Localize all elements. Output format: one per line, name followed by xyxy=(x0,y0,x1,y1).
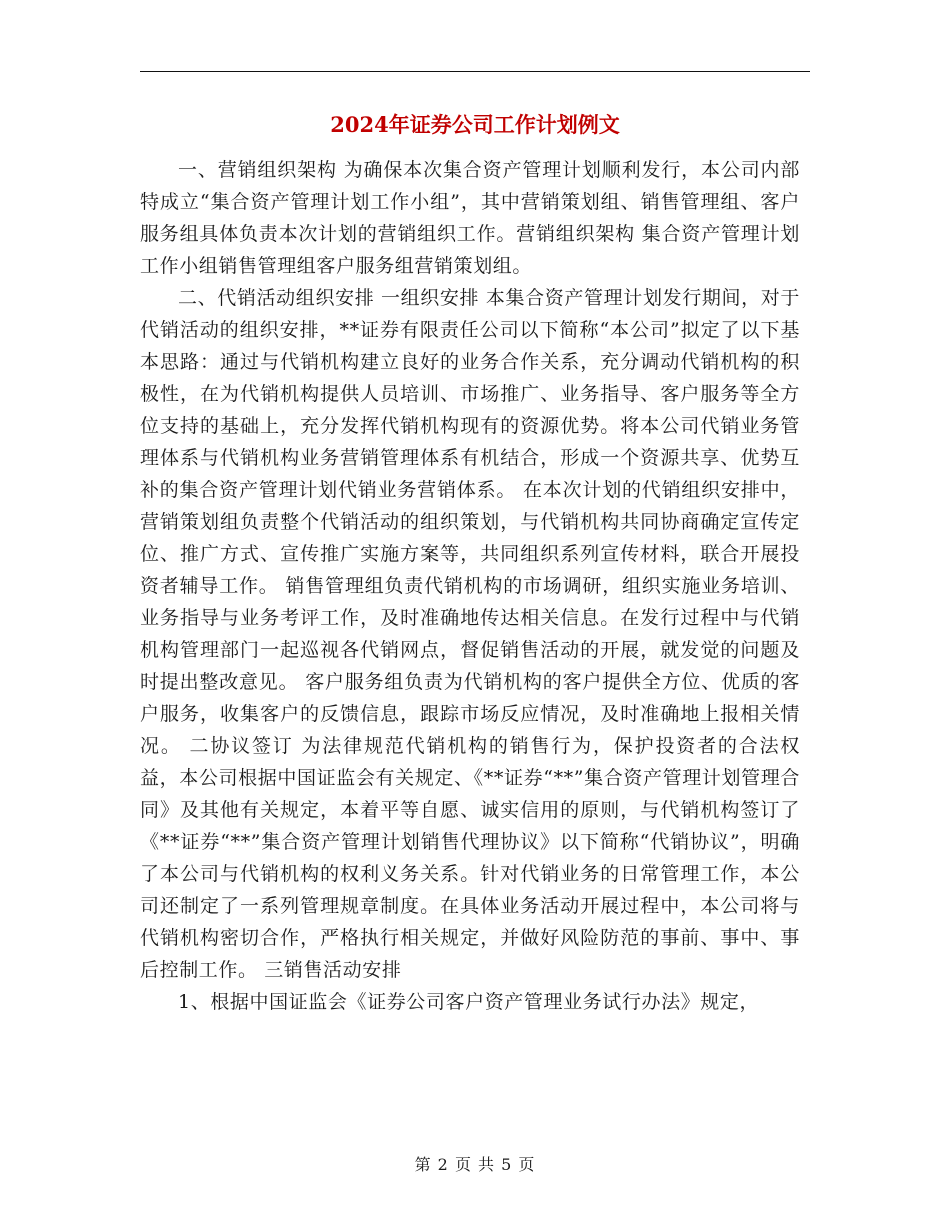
paragraph-marketing-structure: 一、营销组织架构 为确保本次集合资产管理计划顺利发行，本公司内部特成立“集合资产管理计划工作小组”，其中营销策划组、销售管理组、客户服务组具体负责本次计划的营销组织工作。营销组织架构 集合资产管理计划工作小组销售管理组客户服务组营销策划组。 xyxy=(140,159,800,277)
header-rule xyxy=(140,71,810,72)
paragraph-regulation-clause: 1、根据中国证监会《证券公司客户资产管理业务试行办法》规定， xyxy=(178,991,760,1013)
document-body xyxy=(140,154,800,1018)
document-title: 2024年证券公司工作计划例文 xyxy=(330,112,620,137)
paragraph-distribution-arrangements: 二、代销活动组织安排 一组织安排 本集合资产管理计划发行期间，对于代销活动的组织安排，**证券有限责任公司以下简称“本公司”拟定了以下基本思路：通过与代销机构建立良好的业务合作关系，充分调动代销机构的积极性，在为代销机构提供人员培训、市场推广、业务指导、客户服务等全方位支持的基础上，充分发挥代销机构现有的资源优势。将本公司代销业务管理体系与代销机构业务营销管理体系有机结合，形成一个资源共享、优势互补的集合资产管理计划代销业务营销体系。 在本次计划的代销组织安排中，营销策划组负责整个代销活动的组织策划，与代销机构共同协商确定宣传定位、推广方式、宣传推广实施方案等，共同组织系列宣传材料，联合开展投资者辅导工作。 销售管理组负责代销机构的市场调研，组织实施业务培训、业务指导与业务考评工作，及时准确地传达相关信息。在发行过程中与代销机构管理部门一起巡视各代销网点，督促销售活动的开展，就发觉的问题及时提出整改意见。 客户服务组负责为代销机构的客户提供全方位、优质的客户服务，收集客户的反馈信息，跟踪市场反应情况，及时准确地上报相关情况。 二协议签订 为法律规范代销机构的销售行为，保护投资者的合法权益，本公司根据中国证监会有关规定、《**证券“**”集合资产管理计划管理合同》及其他有关规定，本着平等自愿、诚实信用的原则，与代销机构签订了《**证券“**”集合资产管理计划销售代理协议》以下简称“代销协议”，明确了本公司与代销机构的权利义务关系。针对代销业务的日常管理工作，本公司还制定了一系列管理规章制度。在具体业务活动开展过程中，本公司将与代销机构密切合作，严格执行相关规定，并做好风险防范的事前、事中、事后控制工作。 三销售活动安排 xyxy=(140,287,800,981)
page-number-footer: 第 2 页 共 5 页 xyxy=(414,1155,536,1174)
